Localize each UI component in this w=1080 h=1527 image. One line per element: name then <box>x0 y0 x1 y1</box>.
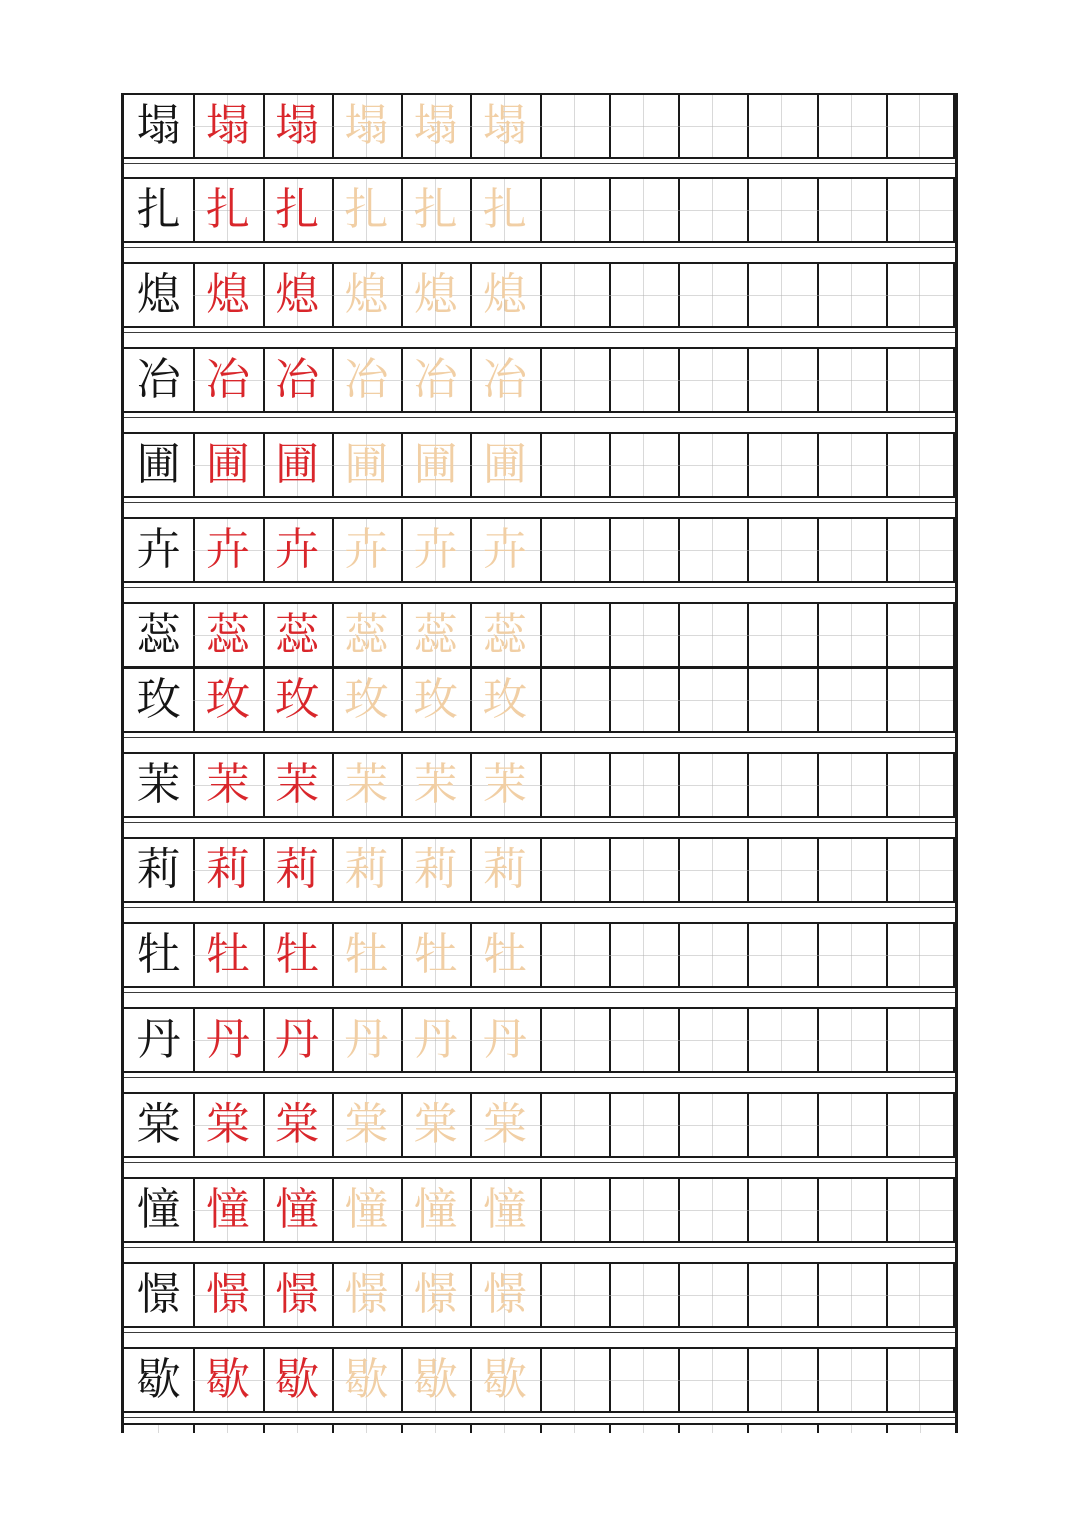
blank-writing-cell[interactable] <box>886 1007 955 1073</box>
blank-writing-cell[interactable] <box>886 602 955 668</box>
red-copy-character: 卉 <box>193 517 264 583</box>
red-copy-character: 蕊 <box>263 602 334 668</box>
practice-row <box>124 1177 955 1243</box>
row-separator-line <box>124 417 955 418</box>
blank-writing-cell[interactable] <box>540 1347 611 1413</box>
model-character: 冶 <box>124 347 195 413</box>
blank-writing-cell[interactable] <box>678 347 749 413</box>
blank-writing-cell[interactable] <box>678 1262 749 1328</box>
red-copy-character: 塌 <box>193 93 264 159</box>
blank-writing-cell <box>124 1423 195 1433</box>
trace-character: 塌 <box>470 93 541 159</box>
red-copy-character: 冶 <box>263 347 334 413</box>
trace-character: 丹 <box>470 1007 541 1073</box>
row-separator-line <box>124 1417 955 1418</box>
blank-writing-cell[interactable] <box>609 922 680 988</box>
trace-character: 卉 <box>470 517 541 583</box>
blank-writing-cell <box>817 1423 888 1433</box>
red-copy-character: 憧 <box>193 1177 264 1243</box>
row-separator-line <box>124 822 955 823</box>
blank-writing-cell[interactable] <box>540 347 611 413</box>
trace-character: 冶 <box>401 347 472 413</box>
practice-row <box>124 752 955 818</box>
blank-writing-cell <box>332 1423 403 1433</box>
blank-writing-cell[interactable] <box>817 262 888 328</box>
blank-writing-cell[interactable] <box>540 432 611 498</box>
row-separator-line <box>124 1162 955 1163</box>
trace-character: 卉 <box>401 517 472 583</box>
red-copy-character: 冶 <box>193 347 264 413</box>
practice-row <box>124 262 955 328</box>
practice-row <box>124 1262 955 1328</box>
blank-writing-cell[interactable] <box>747 1262 818 1328</box>
blank-writing-cell[interactable] <box>678 432 749 498</box>
blank-writing-cell[interactable] <box>609 837 680 903</box>
model-character: 卉 <box>124 517 195 583</box>
trace-character: 牡 <box>332 922 403 988</box>
blank-writing-cell[interactable] <box>678 262 749 328</box>
trace-character: 冶 <box>470 347 541 413</box>
trace-character: 丹 <box>401 1007 472 1073</box>
red-copy-character: 莉 <box>263 837 334 903</box>
trace-character: 憬 <box>401 1262 472 1328</box>
red-copy-character: 丹 <box>193 1007 264 1073</box>
blank-writing-cell[interactable] <box>609 752 680 818</box>
blank-writing-cell[interactable] <box>678 752 749 818</box>
model-character: 棠 <box>124 1092 195 1158</box>
blank-writing-cell[interactable] <box>747 262 818 328</box>
blank-writing-cell[interactable] <box>817 432 888 498</box>
blank-writing-cell[interactable] <box>678 1007 749 1073</box>
trace-character: 扎 <box>332 177 403 243</box>
blank-writing-cell[interactable] <box>817 837 888 903</box>
blank-writing-cell[interactable] <box>609 1262 680 1328</box>
blank-writing-cell <box>470 1423 541 1433</box>
red-copy-character: 丹 <box>263 1007 334 1073</box>
blank-writing-cell[interactable] <box>886 667 955 733</box>
blank-writing-cell[interactable] <box>540 1092 611 1158</box>
red-copy-character: 牡 <box>193 922 264 988</box>
blank-writing-cell <box>886 1423 955 1433</box>
row-separator-line <box>124 247 955 248</box>
trace-character: 茉 <box>332 752 403 818</box>
trace-character: 莉 <box>332 837 403 903</box>
blank-writing-cell <box>609 1423 680 1433</box>
trace-character: 棠 <box>401 1092 472 1158</box>
model-character: 憬 <box>124 1262 195 1328</box>
trace-character: 憧 <box>332 1177 403 1243</box>
blank-writing-cell[interactable] <box>817 602 888 668</box>
trace-character: 熄 <box>401 262 472 328</box>
blank-writing-cell[interactable] <box>609 262 680 328</box>
blank-writing-cell[interactable] <box>609 602 680 668</box>
blank-writing-cell[interactable] <box>747 602 818 668</box>
trace-character: 蕊 <box>332 602 403 668</box>
practice-row <box>124 602 955 668</box>
blank-writing-cell[interactable] <box>747 93 818 159</box>
model-character: 蕊 <box>124 602 195 668</box>
blank-writing-cell[interactable] <box>540 93 611 159</box>
trace-character: 歇 <box>470 1347 541 1413</box>
blank-writing-cell[interactable] <box>747 517 818 583</box>
blank-writing-cell[interactable] <box>678 667 749 733</box>
blank-writing-cell[interactable] <box>886 177 955 243</box>
blank-writing-cell[interactable] <box>609 347 680 413</box>
blank-writing-cell[interactable] <box>817 177 888 243</box>
blank-writing-cell[interactable] <box>817 1177 888 1243</box>
red-copy-character: 玫 <box>263 667 334 733</box>
trace-character: 棠 <box>332 1092 403 1158</box>
red-copy-character: 憧 <box>263 1177 334 1243</box>
practice-row <box>124 837 955 903</box>
blank-writing-cell[interactable] <box>678 837 749 903</box>
blank-writing-cell[interactable] <box>678 517 749 583</box>
blank-writing-cell[interactable] <box>747 1347 818 1413</box>
blank-writing-cell[interactable] <box>817 667 888 733</box>
model-character: 塌 <box>124 93 195 159</box>
model-character: 熄 <box>124 262 195 328</box>
blank-writing-cell[interactable] <box>540 1177 611 1243</box>
red-copy-character: 熄 <box>263 262 334 328</box>
blank-writing-cell[interactable] <box>678 922 749 988</box>
trace-character: 蕊 <box>470 602 541 668</box>
blank-writing-cell[interactable] <box>540 517 611 583</box>
blank-writing-cell[interactable] <box>540 667 611 733</box>
trace-character: 冶 <box>332 347 403 413</box>
red-copy-character: 茉 <box>263 752 334 818</box>
blank-writing-cell <box>401 1423 472 1433</box>
row-separator-line <box>124 1332 955 1333</box>
blank-writing-cell[interactable] <box>817 1092 888 1158</box>
red-copy-character: 憬 <box>263 1262 334 1328</box>
practice-row <box>124 347 955 413</box>
trace-character: 牡 <box>470 922 541 988</box>
red-copy-character: 熄 <box>193 262 264 328</box>
row-separator-line <box>124 1077 955 1078</box>
model-character: 茉 <box>124 752 195 818</box>
blank-writing-cell[interactable] <box>817 922 888 988</box>
blank-writing-cell[interactable] <box>886 1347 955 1413</box>
model-character: 扎 <box>124 177 195 243</box>
practice-row <box>124 177 955 243</box>
blank-writing-cell <box>193 1423 264 1433</box>
trace-character: 玫 <box>401 667 472 733</box>
blank-writing-cell <box>263 1423 334 1433</box>
blank-writing-cell[interactable] <box>678 177 749 243</box>
practice-row <box>124 93 955 159</box>
blank-writing-cell[interactable] <box>886 922 955 988</box>
red-copy-character: 卉 <box>263 517 334 583</box>
trace-character: 扎 <box>401 177 472 243</box>
row-separator-line <box>124 332 955 333</box>
model-character: 圃 <box>124 432 195 498</box>
red-copy-character: 歇 <box>193 1347 264 1413</box>
trace-character: 圃 <box>401 432 472 498</box>
blank-writing-cell[interactable] <box>540 262 611 328</box>
practice-sheet <box>121 93 958 1433</box>
blank-writing-cell[interactable] <box>747 837 818 903</box>
red-copy-character: 蕊 <box>193 602 264 668</box>
blank-writing-cell[interactable] <box>678 1177 749 1243</box>
practice-row <box>124 667 955 733</box>
blank-writing-cell[interactable] <box>817 1347 888 1413</box>
trace-character: 莉 <box>401 837 472 903</box>
blank-writing-cell[interactable] <box>817 347 888 413</box>
trace-character: 憬 <box>470 1262 541 1328</box>
model-character: 丹 <box>124 1007 195 1073</box>
blank-writing-cell[interactable] <box>886 517 955 583</box>
blank-writing-cell[interactable] <box>609 432 680 498</box>
red-copy-character: 茉 <box>193 752 264 818</box>
row-separator-line <box>124 1247 955 1248</box>
blank-writing-cell[interactable] <box>609 1347 680 1413</box>
blank-writing-cell[interactable] <box>747 922 818 988</box>
sheet-right-border <box>955 93 958 1433</box>
blank-writing-cell[interactable] <box>678 1092 749 1158</box>
blank-writing-cell[interactable] <box>540 837 611 903</box>
row-separator-line <box>124 587 955 588</box>
trace-character: 卉 <box>332 517 403 583</box>
red-copy-character: 玫 <box>193 667 264 733</box>
blank-writing-cell[interactable] <box>747 177 818 243</box>
blank-writing-cell[interactable] <box>747 1007 818 1073</box>
blank-writing-cell[interactable] <box>678 602 749 668</box>
red-copy-character: 牡 <box>263 922 334 988</box>
blank-writing-cell[interactable] <box>817 1007 888 1073</box>
blank-writing-cell[interactable] <box>609 1007 680 1073</box>
cut-off-row <box>124 1423 955 1433</box>
trace-character: 扎 <box>470 177 541 243</box>
blank-writing-cell[interactable] <box>886 347 955 413</box>
trace-character: 憧 <box>470 1177 541 1243</box>
red-copy-character: 棠 <box>263 1092 334 1158</box>
blank-writing-cell[interactable] <box>747 667 818 733</box>
blank-writing-cell[interactable] <box>678 1347 749 1413</box>
practice-row <box>124 922 955 988</box>
model-character: 憧 <box>124 1177 195 1243</box>
trace-character: 蕊 <box>401 602 472 668</box>
red-copy-character: 棠 <box>193 1092 264 1158</box>
blank-writing-cell[interactable] <box>747 1177 818 1243</box>
blank-writing-cell[interactable] <box>540 1262 611 1328</box>
blank-writing-cell[interactable] <box>886 1262 955 1328</box>
practice-row <box>124 1007 955 1073</box>
red-copy-character: 莉 <box>193 837 264 903</box>
trace-character: 圃 <box>470 432 541 498</box>
trace-character: 丹 <box>332 1007 403 1073</box>
blank-writing-cell[interactable] <box>540 752 611 818</box>
practice-row <box>124 432 955 498</box>
row-separator-line <box>124 502 955 503</box>
red-copy-character: 圃 <box>193 432 264 498</box>
blank-writing-cell <box>747 1423 818 1433</box>
red-copy-character: 圃 <box>263 432 334 498</box>
blank-writing-cell <box>540 1423 611 1433</box>
blank-writing-cell[interactable] <box>747 752 818 818</box>
red-copy-character: 塌 <box>263 93 334 159</box>
blank-writing-cell[interactable] <box>886 432 955 498</box>
blank-writing-cell[interactable] <box>886 93 955 159</box>
trace-character: 熄 <box>332 262 403 328</box>
red-copy-character: 憬 <box>193 1262 264 1328</box>
trace-character: 熄 <box>470 262 541 328</box>
trace-character: 茉 <box>470 752 541 818</box>
trace-character: 圃 <box>332 432 403 498</box>
trace-character: 玫 <box>332 667 403 733</box>
blank-writing-cell[interactable] <box>609 177 680 243</box>
blank-writing-cell[interactable] <box>817 517 888 583</box>
blank-writing-cell[interactable] <box>747 1092 818 1158</box>
blank-writing-cell[interactable] <box>886 837 955 903</box>
row-separator-line <box>124 737 955 738</box>
trace-character: 歇 <box>332 1347 403 1413</box>
blank-writing-cell[interactable] <box>747 432 818 498</box>
blank-writing-cell[interactable] <box>609 1092 680 1158</box>
blank-writing-cell[interactable] <box>678 93 749 159</box>
blank-writing-cell[interactable] <box>609 93 680 159</box>
blank-writing-cell[interactable] <box>609 667 680 733</box>
red-copy-character: 扎 <box>263 177 334 243</box>
blank-writing-cell[interactable] <box>747 347 818 413</box>
row-separator-line <box>124 992 955 993</box>
trace-character: 歇 <box>401 1347 472 1413</box>
model-character: 莉 <box>124 837 195 903</box>
blank-writing-cell[interactable] <box>540 177 611 243</box>
red-copy-character: 歇 <box>263 1347 334 1413</box>
blank-writing-cell <box>678 1423 749 1433</box>
blank-writing-cell[interactable] <box>886 1092 955 1158</box>
trace-character: 莉 <box>470 837 541 903</box>
blank-writing-cell[interactable] <box>817 1262 888 1328</box>
blank-writing-cell[interactable] <box>886 262 955 328</box>
row-separator-line <box>124 163 955 164</box>
practice-row <box>124 1347 955 1413</box>
red-copy-character: 扎 <box>193 177 264 243</box>
trace-character: 憬 <box>332 1262 403 1328</box>
blank-writing-cell[interactable] <box>540 1007 611 1073</box>
trace-character: 憧 <box>401 1177 472 1243</box>
trace-character: 茉 <box>401 752 472 818</box>
trace-character: 玫 <box>470 667 541 733</box>
blank-writing-cell[interactable] <box>540 922 611 988</box>
row-separator-line <box>124 907 955 908</box>
blank-writing-cell[interactable] <box>540 602 611 668</box>
trace-character: 塌 <box>332 93 403 159</box>
blank-writing-cell[interactable] <box>886 1177 955 1243</box>
blank-writing-cell[interactable] <box>886 752 955 818</box>
practice-row <box>124 517 955 583</box>
trace-character: 棠 <box>470 1092 541 1158</box>
blank-writing-cell[interactable] <box>609 1177 680 1243</box>
trace-character: 塌 <box>401 93 472 159</box>
practice-row <box>124 1092 955 1158</box>
blank-writing-cell[interactable] <box>817 93 888 159</box>
trace-character: 牡 <box>401 922 472 988</box>
blank-writing-cell[interactable] <box>817 752 888 818</box>
model-character: 歇 <box>124 1347 195 1413</box>
model-character: 牡 <box>124 922 195 988</box>
blank-writing-cell[interactable] <box>609 517 680 583</box>
model-character: 玫 <box>124 667 195 733</box>
